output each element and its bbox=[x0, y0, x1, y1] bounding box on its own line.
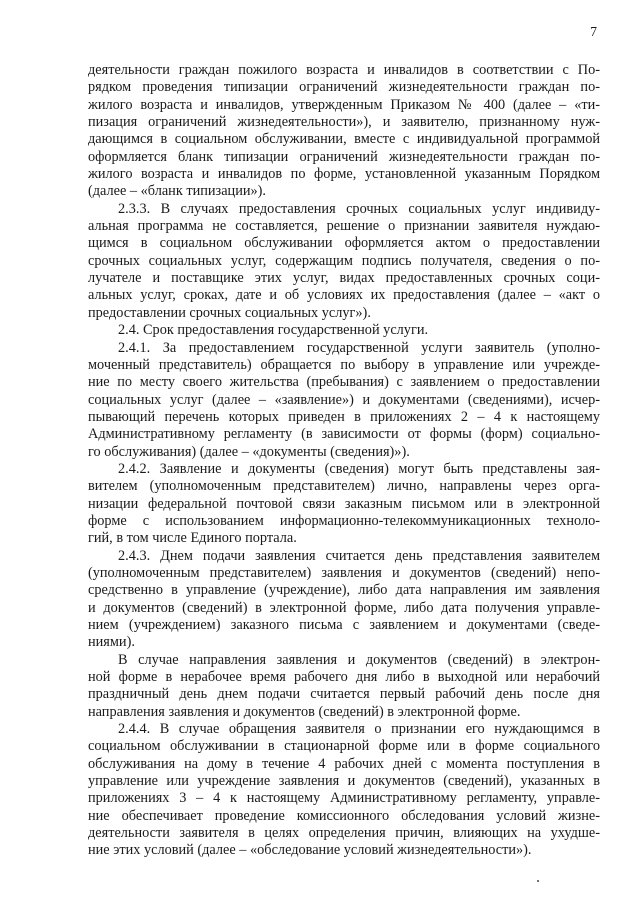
text-line: В случае направления заявления и документов (сведений) в электрон- bbox=[118, 651, 600, 668]
text-line: ние этих условий (далее – «обследование условий жизнедеятельности»). bbox=[88, 842, 532, 859]
text-line: вителем (уполномоченным представителем) лично, направлены через орга- bbox=[88, 478, 600, 495]
text-line: (уполномоченным представителем) заявления и документов (сведений) непо- bbox=[88, 564, 600, 581]
text-line: предоставлении срочных социальных услуг»). bbox=[88, 304, 371, 321]
text-line: оформляется бланк типизации ограничений жизнедеятельности граждан по- bbox=[88, 148, 600, 165]
text-line: жилого возраста и инвалидов, утвержденным Приказом № 400 (далее – «ти- bbox=[88, 96, 600, 113]
text-line: альная программа не составляется, решение о признании заявителя нуждаю- bbox=[88, 218, 600, 235]
text-line: ной форме в нерабочее время рабочего дня либо в выходной или нерабочий bbox=[88, 669, 600, 686]
text-line: рядком проведения типизации ограничений жизнедеятельности граждан по- bbox=[88, 79, 600, 96]
text-line: Административному регламенту (в зависимости от формы (форм) социально- bbox=[88, 426, 600, 443]
text-line: (далее – «бланк типизации»). bbox=[88, 183, 266, 200]
text-line: деятельности граждан пожилого возраста и инвалидов в соответствии с По- bbox=[88, 62, 600, 78]
text-line: жилого возраста и инвалидов по форме, установленной указанным Порядком bbox=[88, 166, 600, 183]
text-line: низации федеральной почтовой связи заказным письмом или в электронной bbox=[88, 495, 600, 512]
paragraph-p2-4-2 bbox=[88, 461, 600, 548]
text-line: 2.4.1. За предоставлением государственной услуги заявитель (уполно- bbox=[118, 339, 600, 356]
text-line: лучателе и поставщике этих услуг, видах предоставленных срочных соци- bbox=[88, 270, 600, 287]
text-line: 2.3.3. В случаях предоставления срочных социальных услуг индивиду- bbox=[118, 200, 600, 217]
text-line: 2.4.3. Днем подачи заявления считается день представления заявителем bbox=[118, 547, 600, 564]
text-line: управление или учреждение заявления и документов (сведений), указанных в bbox=[88, 773, 600, 790]
text-line: ниями). bbox=[88, 634, 135, 651]
text-line: средственно в управление (учреждение), либо дата направления им заявления bbox=[88, 582, 600, 599]
text-line: 2.4.2. Заявление и документы (сведения) могут быть представлены зая- bbox=[118, 460, 600, 477]
text-line: альных услуг, сроках, дате и об условиях их предоставления (далее – «акт о bbox=[88, 287, 600, 304]
text-line: социальных услуг (далее – «заявление») и документами (сведениями), исчер- bbox=[88, 391, 600, 408]
text-line: пывающий перечень которых приведен в приложениях 2 – 4 к настоящему bbox=[88, 408, 600, 425]
text-line: моченный представитель) обращается по выбору в управление или учрежде- bbox=[88, 356, 600, 373]
text-line: срочных социальных услуг, содержащим подпись получателя, сведения о по- bbox=[88, 252, 600, 269]
paragraph-p2-4-3 bbox=[88, 548, 600, 652]
text-line: пизация ограничений жизнедеятельности»), и заявителю, признанному нуж- bbox=[88, 114, 600, 131]
paragraph-p2-4-4 bbox=[88, 721, 600, 860]
text-line: дающимся в социальном обслуживании, вместе с индивидуальной программой bbox=[88, 131, 600, 148]
paragraph-cont bbox=[88, 62, 600, 201]
text-line: 2.4. Срок предоставления государственной услуги. bbox=[118, 322, 429, 339]
paragraph-p2-4 bbox=[88, 322, 600, 339]
text-line: праздничный день днем подачи считается первый рабочий день после дня bbox=[88, 686, 600, 703]
text-line: социальном обслуживании в стационарной форме или в форме социального bbox=[88, 738, 600, 755]
text-line: форме с использованием информационно-телекоммуникационных техноло- bbox=[88, 512, 600, 529]
text-line: ние по месту своего жительства (пребывания) с заявлением о предоставлении bbox=[88, 374, 600, 391]
scan-speck bbox=[537, 880, 539, 882]
text-line: 2.4.4. В случае обращения заявителя о признании его нуждающимся в bbox=[118, 721, 600, 738]
paragraph-p-electronic bbox=[88, 652, 600, 721]
paragraph-p2-3-3 bbox=[88, 201, 600, 322]
text-line: обслуживания на дому в течение 4 рабочих дней с момента поступления в bbox=[88, 755, 600, 772]
text-line: ние обеспечивает проведение комиссионного обследования условий жизне- bbox=[88, 807, 600, 824]
text-line: щимся в социальном обслуживании оформляется актом о предоставлении bbox=[88, 235, 600, 252]
paragraph-p2-4-1 bbox=[88, 340, 600, 461]
document-body bbox=[88, 62, 600, 860]
text-line: гий, в том числе Единого портала. bbox=[88, 530, 297, 547]
text-line: го обслуживания) (далее – «документы (сведения)»). bbox=[88, 443, 410, 460]
text-line: приложениях 3 – 4 к настоящему Административному регламенту, управле- bbox=[88, 790, 600, 807]
text-line: нием (учреждением) заказного письма с заявлением и документами (сведе- bbox=[88, 617, 600, 633]
text-line: и документов (сведений) в электронной форме, либо дата получения управле- bbox=[88, 599, 600, 616]
page-number: 7 bbox=[590, 24, 597, 39]
text-line: деятельности заявителя в целях определения причин, влияющих на ухудше- bbox=[88, 825, 600, 842]
text-line: направления заявления и документов (сведений) в электронной форме. bbox=[88, 703, 521, 720]
